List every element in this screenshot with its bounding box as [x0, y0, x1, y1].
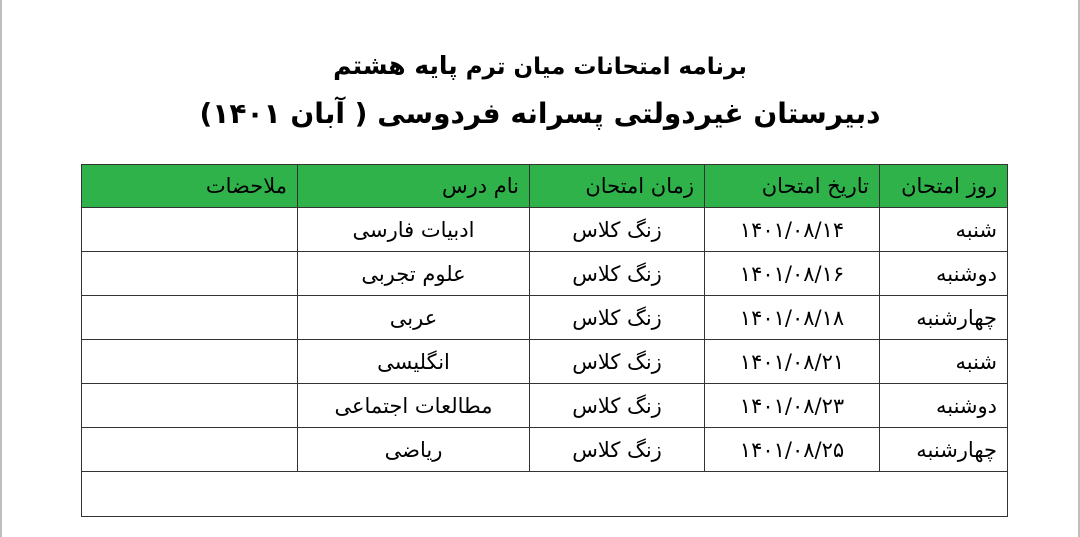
cell-day: چهارشنبه: [880, 428, 1008, 472]
table-row: [82, 340, 1008, 384]
title-grade: پایه هشتم: [333, 51, 458, 80]
cell-date: ۱۴۰۱/۰۸/۲۵: [705, 428, 880, 472]
cell-day: شنبه: [880, 340, 1008, 384]
header-notes: ملاحضات: [82, 165, 298, 208]
cell-time: زنگ کلاس: [530, 428, 705, 472]
cell-subject: انگلیسی: [298, 340, 530, 384]
cell-time: زنگ کلاس: [530, 384, 705, 428]
empty-cell: [82, 472, 1008, 517]
cell-notes: [82, 252, 298, 296]
cell-date: ۱۴۰۱/۰۸/۲۳: [705, 384, 880, 428]
cell-subject: مطالعات اجتماعی: [298, 384, 530, 428]
table-row: [82, 252, 1008, 296]
school-name-heading: دبیرستان غیردولتی پسرانه فردوسی ( آبان ۱۴۰۱): [199, 97, 881, 130]
cell-date: ۱۴۰۱/۰۸/۱۸: [705, 296, 880, 340]
cell-subject: عربی: [298, 296, 530, 340]
cell-day: دوشنبه: [880, 252, 1008, 296]
cell-notes: [82, 296, 298, 340]
header-exam-date: تاریخ امتحان: [705, 165, 880, 208]
header-exam-day: روز امتحان: [880, 165, 1008, 208]
cell-subject: علوم تجربی: [298, 252, 530, 296]
title-prefix: برنامه امتحانات میان ترم: [465, 54, 747, 80]
header-exam-time: زمان امتحان: [530, 165, 705, 208]
cell-time: زنگ کلاس: [530, 296, 705, 340]
cell-time: زنگ کلاس: [530, 252, 705, 296]
cell-notes: [82, 208, 298, 252]
cell-subject: ادبیات فارسی: [298, 208, 530, 252]
cell-date: ۱۴۰۱/۰۸/۲۱: [705, 340, 880, 384]
empty-table-row: [82, 472, 1008, 517]
cell-time: زنگ کلاس: [530, 208, 705, 252]
cell-day: دوشنبه: [880, 384, 1008, 428]
cell-date: ۱۴۰۱/۰۸/۱۴: [705, 208, 880, 252]
cell-time: زنگ کلاس: [530, 340, 705, 384]
cell-date: ۱۴۰۱/۰۸/۱۶: [705, 252, 880, 296]
table-row: [82, 208, 1008, 252]
table-header-row: [82, 165, 1008, 208]
cell-notes: [82, 428, 298, 472]
cell-notes: [82, 384, 298, 428]
cell-notes: [82, 340, 298, 384]
exam-schedule-title: [2, 46, 1078, 87]
cell-day: شنبه: [880, 208, 1008, 252]
cell-day: چهارشنبه: [880, 296, 1008, 340]
header-subject: نام درس: [298, 165, 530, 208]
cell-subject: ریاضی: [298, 428, 530, 472]
table-row: [82, 296, 1008, 340]
exam-schedule-table: [81, 164, 1008, 517]
table-row: [82, 384, 1008, 428]
table-row: [82, 428, 1008, 472]
